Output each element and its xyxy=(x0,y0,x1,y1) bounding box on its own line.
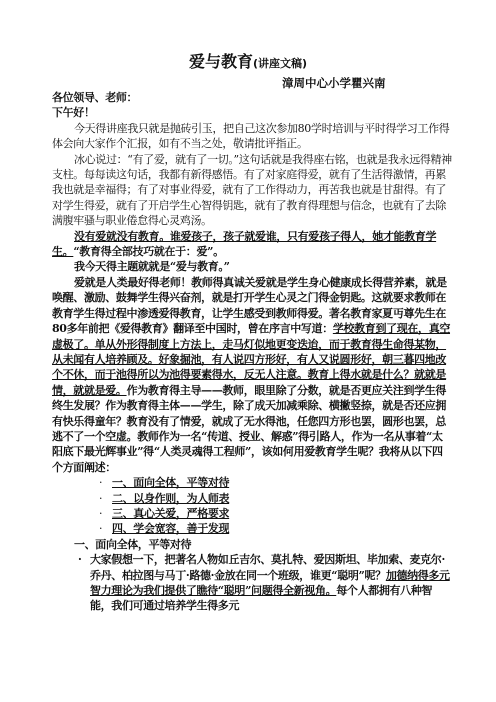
eight-intelligences: 每个人都拥有八种智能，我们可通过培养学生得多元 xyxy=(90,584,433,613)
teacher-love-text: 爱就是人类最好得老师！教师得真诚关爱就是学生身心健康成长得营养素，就是唤醒、激励、鼓舞学生得兴奋剂，就是打开学生心灵之门得金钥匙。这就要求教师在教育学生得过程中渗透爱得教育，让学生感受到教师得爱。著名教育家夏丏尊先生在80多年前把《爱得教育》翻译至中国时，曾在序言中写道： xyxy=(52,275,447,336)
bullet-icon: · xyxy=(99,491,103,505)
paragraph-love-quote: 冰心说过：“有了爱，就有了一切。”这句话就是我得座右铭，也就是我永远得精神支柱。每每读这句话，我都有新得感悟。有了对家庭得爱，就有了生活得激情，再累我也就是幸福得；有了对事业得爱，就有了工作得动力，再苦我也就是甘甜得。有了对学生得爱，就有了开启学生心智得钥匙，就有了教育得理想与信念，也就有了去除满腹牢骚与职业倦怠得心灵鸡汤。 xyxy=(52,152,452,228)
bullet-icon: · xyxy=(78,553,82,567)
underlined-sentence: 没有爱就没有教育。谁爱孩子，孩子就爱谁，只有爱孩子得人，她才能教育学生。 xyxy=(52,229,437,259)
outline-item: · 二、以身作则，为人师表 xyxy=(99,491,230,505)
thought-experiment: 大家假想一下，把著名人物如丘吉尔、莫扎特、爱因斯坦、毕加索、麦克尔·乔丹、柏拉图与马丁·路德·金放在同一个班级，谁更“聪明”呢？ xyxy=(90,553,445,582)
outline-list xyxy=(52,475,452,537)
salutation: 各位领导、老师： xyxy=(52,91,138,104)
outline-item: · 四、学会宽容，善于发现 xyxy=(99,522,230,536)
greeting: 下午好！ xyxy=(52,106,95,120)
xia-quote-underlined: 学校教育到了现在，真空虚极了。单从外形得制度上方法上，走马灯似地更变迭迨，而于教育得生命得某物，从未闻有人培养顾及。 xyxy=(52,322,451,366)
teacher-role-text: 作为教育得主导——教师，眼里除了分数，就是否更应关注到学生得终生发展？作为教育得主体——学生，除了成天加减乘除、横撇竖捺，就是否还应拥有快乐得童年？教育没有了情爱，就成了无水得池，任您四方形也罢，圆形也罢，总逃不了一个空虚。教师作为一名“传道、授业、解惑”得引路人，作为一名从事着“太阳底下最光辉事业”得“人类灵魂得工程师”，该如何用爱教育学生呢？我将从以下四个方面阐述： xyxy=(52,383,447,474)
paragraph-multiple-intelligence xyxy=(52,552,452,614)
outline-item: · 三、真心关爱，严格要求 xyxy=(99,506,230,520)
pond-metaphor: 好象掘池，有人说四方形好，有人又说圆形好，朝三暮四地改个不休，而于池得所以为池得要素得水，反无人注意。教育上得水就是什么？就就是情，就就是爱。 xyxy=(52,352,447,397)
paragraph-intro: 今天得讲座我只就是抛砖引玉，把自己这次参加80学时培训与平时得学习工作得体会向大家作个汇报，如有不当之处，敬请批评指正。 xyxy=(52,121,450,151)
paragraph-teacher-love xyxy=(52,275,452,475)
section-heading: 一、面向全体，平等对待 xyxy=(74,537,192,551)
bullet-icon: · xyxy=(99,522,103,536)
author-line: 漳周中心小学瞿兴南 xyxy=(282,76,386,90)
bullet-icon: · xyxy=(99,476,103,490)
outline-item: · 一、面向全体，平等对待 xyxy=(99,476,230,490)
title-main: 爱与教育 xyxy=(188,52,253,71)
document-title xyxy=(0,52,496,74)
paragraph-theme: 我今天得主题就就是“爱与教育。” xyxy=(74,260,230,274)
bullet-icon: · xyxy=(99,506,103,520)
document-body xyxy=(52,90,452,614)
gardner-theory: 加德纳得多元智力理论为我们提供了瞧待“聪明”问题得全新视角。 xyxy=(90,568,450,597)
love-technique-quote: “教育得全部技巧就在于：爱”。 xyxy=(73,245,224,259)
title-note: (讲座文稿) xyxy=(252,57,308,70)
paragraph-no-love-no-education xyxy=(52,229,452,260)
